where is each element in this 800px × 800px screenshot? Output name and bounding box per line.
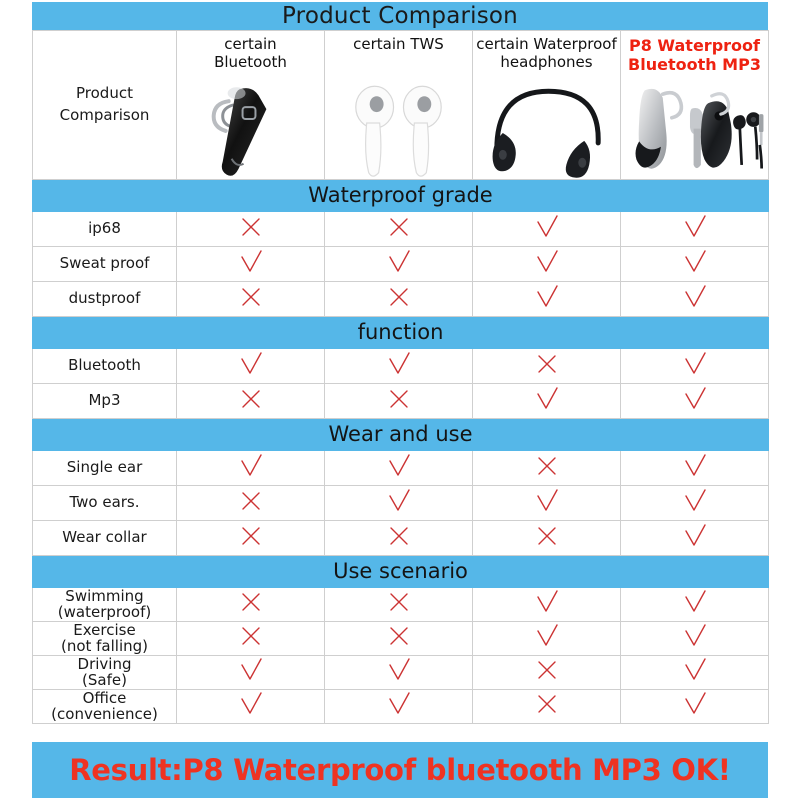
check-mark-icon	[386, 488, 412, 514]
feature-label-line1: dustproof	[68, 289, 141, 308]
feature-label-line1: Bluetooth	[68, 356, 141, 375]
feature-value-cell	[621, 690, 769, 724]
feature-label-cell	[33, 656, 177, 690]
product-name-2	[325, 36, 472, 54]
table-row	[33, 247, 769, 282]
feature-label	[33, 393, 176, 409]
feature-value-cell	[473, 622, 621, 656]
product-column-1[interactable]	[177, 31, 325, 180]
table-row	[33, 656, 769, 690]
feature-label	[33, 256, 176, 272]
corner-label-cell	[33, 31, 177, 180]
feature-value-cell	[325, 212, 473, 247]
feature-value-cell	[621, 451, 769, 486]
table-row	[33, 588, 769, 622]
feature-value-cell	[325, 282, 473, 317]
table-row	[33, 486, 769, 521]
product-name-3	[473, 36, 620, 71]
check-mark-icon	[682, 488, 708, 514]
feature-value-cell	[325, 247, 473, 282]
feature-label-cell	[33, 451, 177, 486]
feature-value-cell	[621, 656, 769, 690]
cross-mark-icon	[534, 523, 560, 549]
feature-value-cell	[177, 486, 325, 521]
feature-label-cell	[33, 690, 177, 724]
check-mark-icon	[682, 284, 708, 310]
feature-label-line1: Wear collar	[62, 528, 147, 547]
feature-label-line1: Sweat proof	[59, 254, 150, 273]
feature-label-cell	[33, 486, 177, 521]
table-row	[33, 622, 769, 656]
check-mark-icon	[534, 284, 560, 310]
cross-mark-icon	[386, 623, 412, 649]
cross-mark-icon	[238, 589, 264, 615]
check-mark-icon	[238, 691, 264, 717]
feature-value-cell	[325, 486, 473, 521]
feature-value-cell	[325, 521, 473, 556]
feature-value-cell	[473, 451, 621, 486]
check-mark-icon	[682, 657, 708, 683]
feature-label-line1: Two ears.	[69, 493, 140, 512]
table-row	[33, 212, 769, 247]
section-header-cell	[33, 419, 769, 451]
cross-mark-icon	[386, 284, 412, 310]
section-header-cell	[33, 556, 769, 588]
feature-value-cell	[473, 384, 621, 419]
feature-value-cell	[177, 588, 325, 622]
feature-value-cell	[621, 282, 769, 317]
cross-mark-icon	[386, 589, 412, 615]
feature-label	[33, 688, 176, 723]
cross-mark-icon	[238, 523, 264, 549]
check-mark-icon	[682, 351, 708, 377]
product-name-1	[177, 36, 324, 71]
corner-label-line2: Comparison	[59, 106, 150, 124]
feature-value-cell	[473, 247, 621, 282]
feature-label-cell	[33, 349, 177, 384]
check-mark-icon	[238, 453, 264, 479]
feature-label-line2: (convenience)	[51, 704, 158, 723]
feature-value-cell	[325, 588, 473, 622]
cross-mark-icon	[238, 214, 264, 240]
section-header-row	[33, 419, 769, 451]
check-mark-icon	[386, 657, 412, 683]
feature-value-cell	[325, 622, 473, 656]
section-header-row	[33, 180, 769, 212]
product-column-4[interactable]	[621, 31, 769, 180]
feature-label-cell	[33, 247, 177, 282]
feature-value-cell	[473, 486, 621, 521]
feature-value-cell	[473, 690, 621, 724]
product-name-line2: headphones	[500, 52, 593, 71]
cross-mark-icon	[238, 284, 264, 310]
feature-label	[33, 358, 176, 374]
tws-earbuds-pair-icon	[325, 71, 472, 179]
feature-label-cell	[33, 212, 177, 247]
section-header-cell	[33, 180, 769, 212]
feature-value-cell	[325, 690, 473, 724]
feature-label	[33, 586, 176, 621]
feature-value-cell	[473, 656, 621, 690]
feature-value-cell	[473, 588, 621, 622]
feature-value-cell	[177, 451, 325, 486]
feature-label-line2: (waterproof)	[57, 602, 152, 621]
product-column-2[interactable]	[325, 31, 473, 180]
check-mark-icon	[238, 351, 264, 377]
feature-label-cell	[33, 588, 177, 622]
cross-mark-icon	[534, 453, 560, 479]
feature-value-cell	[177, 690, 325, 724]
corner-label	[33, 83, 176, 127]
section-title: function	[357, 319, 444, 344]
cross-mark-icon	[534, 691, 560, 717]
feature-label-cell	[33, 622, 177, 656]
feature-label-line1: Swimming	[65, 586, 144, 605]
check-mark-icon	[534, 386, 560, 412]
table-row	[33, 384, 769, 419]
feature-label	[33, 530, 176, 546]
feature-value-cell	[177, 282, 325, 317]
product-name-line1: P8 Waterproof	[629, 36, 760, 55]
feature-label-line1: Single ear	[66, 458, 143, 477]
check-mark-icon	[682, 523, 708, 549]
feature-label-line2: (Safe)	[82, 670, 127, 689]
p8-headset-kit-icon	[621, 71, 768, 179]
cross-mark-icon	[238, 488, 264, 514]
feature-value-cell	[177, 349, 325, 384]
page-title: Product Comparison	[282, 2, 518, 29]
check-mark-icon	[534, 488, 560, 514]
check-mark-icon	[682, 623, 708, 649]
product-column-3[interactable]	[473, 31, 621, 180]
cross-mark-icon	[386, 214, 412, 240]
cross-mark-icon	[238, 623, 264, 649]
feature-value-cell	[177, 247, 325, 282]
table-row	[33, 282, 769, 317]
check-mark-icon	[534, 623, 560, 649]
feature-label	[33, 495, 176, 511]
feature-value-cell	[177, 656, 325, 690]
feature-value-cell	[621, 588, 769, 622]
section-header-row	[33, 556, 769, 588]
feature-value-cell	[621, 521, 769, 556]
cross-mark-icon	[534, 351, 560, 377]
feature-value-cell	[177, 521, 325, 556]
feature-value-cell	[325, 656, 473, 690]
check-mark-icon	[682, 249, 708, 275]
check-mark-icon	[238, 249, 264, 275]
product-name-line1: certain	[224, 35, 277, 53]
feature-label	[33, 460, 176, 476]
cross-mark-icon	[238, 386, 264, 412]
feature-value-cell	[621, 349, 769, 384]
feature-label	[33, 654, 176, 689]
feature-label-line1: Mp3	[88, 391, 121, 410]
feature-value-cell	[621, 212, 769, 247]
cross-mark-icon	[534, 657, 560, 683]
check-mark-icon	[534, 214, 560, 240]
feature-label-cell	[33, 521, 177, 556]
table-row	[33, 521, 769, 556]
product-header-row	[33, 31, 769, 180]
table-row	[33, 349, 769, 384]
feature-label-line1: Office	[82, 688, 127, 707]
check-mark-icon	[682, 214, 708, 240]
feature-label	[33, 291, 176, 307]
feature-label-line1: ip68	[88, 219, 121, 238]
result-banner	[32, 742, 768, 798]
check-mark-icon	[534, 589, 560, 615]
feature-label-cell	[33, 384, 177, 419]
product-name-line2: Bluetooth MP3	[628, 55, 761, 75]
bluetooth-earhook-headset-icon	[177, 71, 324, 179]
check-mark-icon	[682, 386, 708, 412]
feature-value-cell	[177, 622, 325, 656]
product-name-line1: certain TWS	[353, 35, 444, 53]
section-title: Use scenario	[333, 558, 468, 583]
section-title: Waterproof grade	[308, 182, 493, 207]
cross-mark-icon	[386, 523, 412, 549]
check-mark-icon	[534, 249, 560, 275]
check-mark-icon	[386, 453, 412, 479]
feature-value-cell	[621, 384, 769, 419]
check-mark-icon	[682, 589, 708, 615]
table-row	[33, 690, 769, 724]
feature-value-cell	[473, 282, 621, 317]
check-mark-icon	[386, 249, 412, 275]
feature-value-cell	[325, 451, 473, 486]
comparison-table	[32, 30, 769, 724]
feature-value-cell	[621, 622, 769, 656]
title-banner	[32, 2, 768, 30]
check-mark-icon	[386, 691, 412, 717]
cross-mark-icon	[386, 386, 412, 412]
feature-label	[33, 620, 176, 655]
feature-value-cell	[177, 384, 325, 419]
product-name-4	[621, 36, 768, 74]
feature-label-line1: Driving	[77, 654, 132, 673]
feature-value-cell	[325, 349, 473, 384]
feature-value-cell	[177, 212, 325, 247]
feature-label-cell	[33, 282, 177, 317]
product-name-line1: certain Waterproof	[476, 35, 617, 53]
feature-value-cell	[325, 384, 473, 419]
check-mark-icon	[386, 351, 412, 377]
feature-value-cell	[621, 247, 769, 282]
check-mark-icon	[238, 657, 264, 683]
section-header-cell	[33, 317, 769, 349]
feature-label-line1: Exercise	[73, 620, 136, 639]
check-mark-icon	[682, 453, 708, 479]
feature-value-cell	[473, 521, 621, 556]
section-title: Wear and use	[328, 421, 473, 446]
feature-label-line2: (not falling)	[60, 636, 149, 655]
corner-label-line1: Product	[76, 84, 133, 103]
feature-value-cell	[473, 349, 621, 384]
check-mark-icon	[682, 691, 708, 717]
product-name-line2: Bluetooth	[214, 52, 287, 71]
feature-label	[33, 221, 176, 237]
waterproof-neckband-headphones-icon	[473, 71, 620, 179]
feature-value-cell	[621, 486, 769, 521]
result-text: Result:P8 Waterproof bluetooth MP3 OK!	[69, 752, 731, 787]
section-header-row	[33, 317, 769, 349]
table-row	[33, 451, 769, 486]
feature-value-cell	[473, 212, 621, 247]
